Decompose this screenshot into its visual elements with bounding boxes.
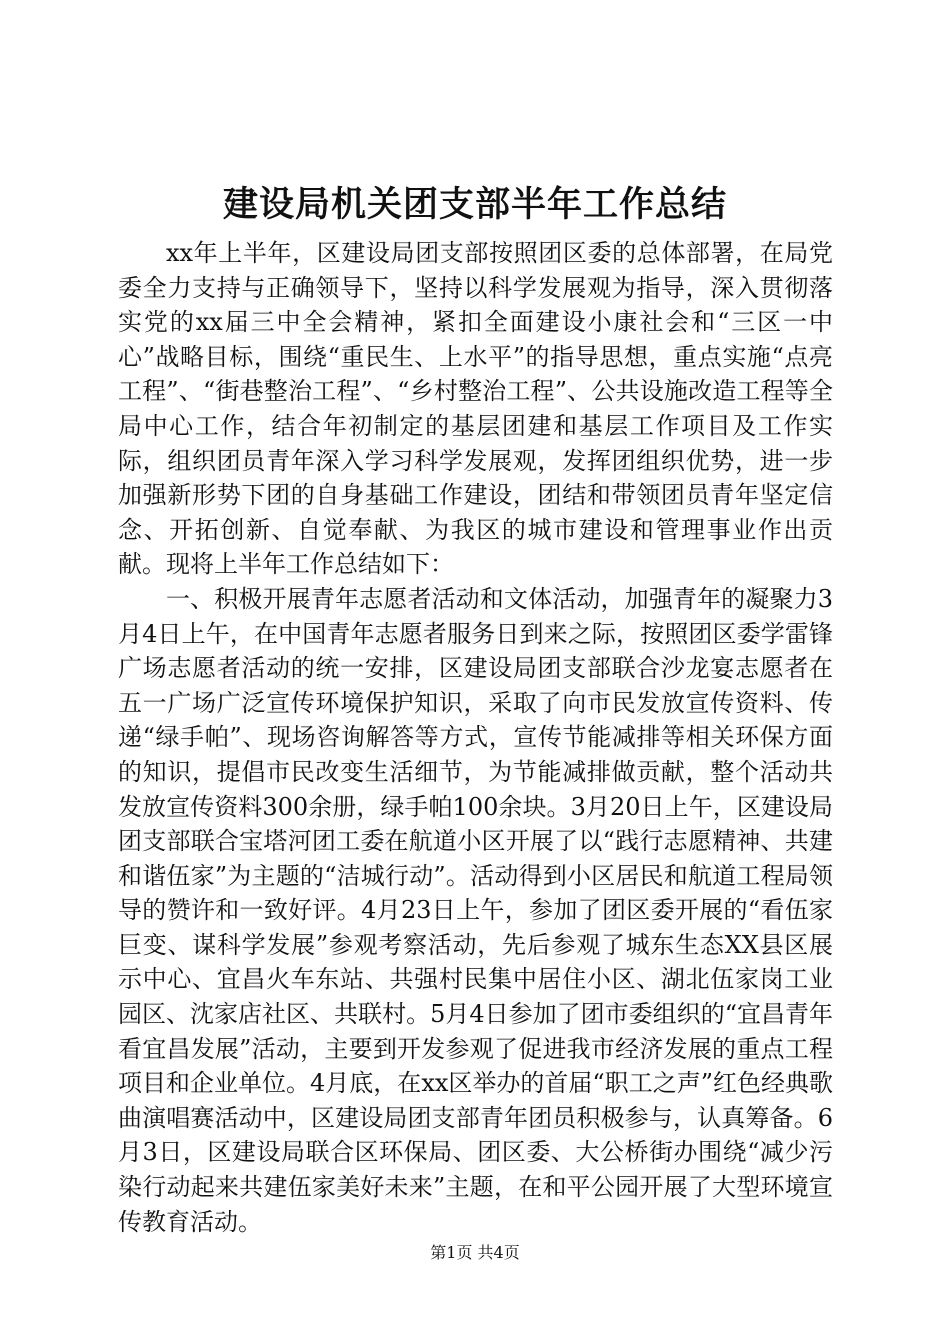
paragraph-section-one: 一、积极开展青年志愿者活动和文体活动，加强青年的凝聚力3月4日上午，在中国青年志愿者服务日到来之际，按照团区委学雷锋广场志愿者活动的统一安排，区建设局团支部联合沙龙宴志愿者在五一广场广泛宣传环境保护知识，采取了向市民发放宣传资料、传递“绿手帕”、现场咨询解答等方式，宣传节能减排等相关环保方面的知识，提倡市民改变生活细节，为节能减排做贡献，整个活动共发放宣传资料300余册，绿手帕100余块。3月20日上午，区建设局团支部联合宝塔河团工委在航道小区开展了以“践行志愿精神、共建和谐伍家”为主题的“洁城行动”。活动得到小区居民和航道工程局领导的赞许和一致好评。4月23日上午，参加了团区委开展的“看伍家巨变、谋科学发展”参观考察活动，先后参观了城东生态XX县区展示中心、宜昌火车东站、共强村民集中居住小区、湖北伍家岗工业园区、沈家店社区、共联村。5月4日参加了团市委组织的“宜昌青年看宜昌发展”活动，主要到开发参观了促进我市经济发展的重点工程项目和企业单位。4月底，在xx区举办的首届“职工之声”红色经典歌曲演唱赛活动中，区建设局团支部青年团员积极参与，认真筹备。6月3日，区建设局联合区环保局、团区委、大公桥街办围绕“减少污染行动起来共建伍家美好未来”主题，在和平公园开展了大型环境宣传教育活动。 <box>118 584 833 1236</box>
page-footer: 第1页 共4页 <box>430 1243 520 1262</box>
paragraph-intro: xx年上半年，区建设局团支部按照团区委的总体部署，在局党委全力支持与正确领导下，坚持以科学发展观为指导，深入贯彻落实党的xx届三中全会精神，紧扣全面建设小康社会和“三区一中心”战略目标，围绕“重民生、上水平”的指导思想，重点实施“点亮工程”、“街巷整治工程”、“乡村整治工程”、公共设施改造工程等全局中心工作，结合年初制定的基层团建和基层工作项目及工作实际，组织团员青年深入学习科学发展观，发挥团组织优势，进一步加强新形势下团的自身基础工作建设，团结和带领团员青年坚定信念、开拓创新、自觉奉献、为我区的城市建设和管理事业作出贡献。现将上半年工作总结如下： <box>118 239 833 579</box>
document-title: 建设局机关团支部半年工作总结 <box>222 184 727 225</box>
document-body <box>118 236 833 1239</box>
